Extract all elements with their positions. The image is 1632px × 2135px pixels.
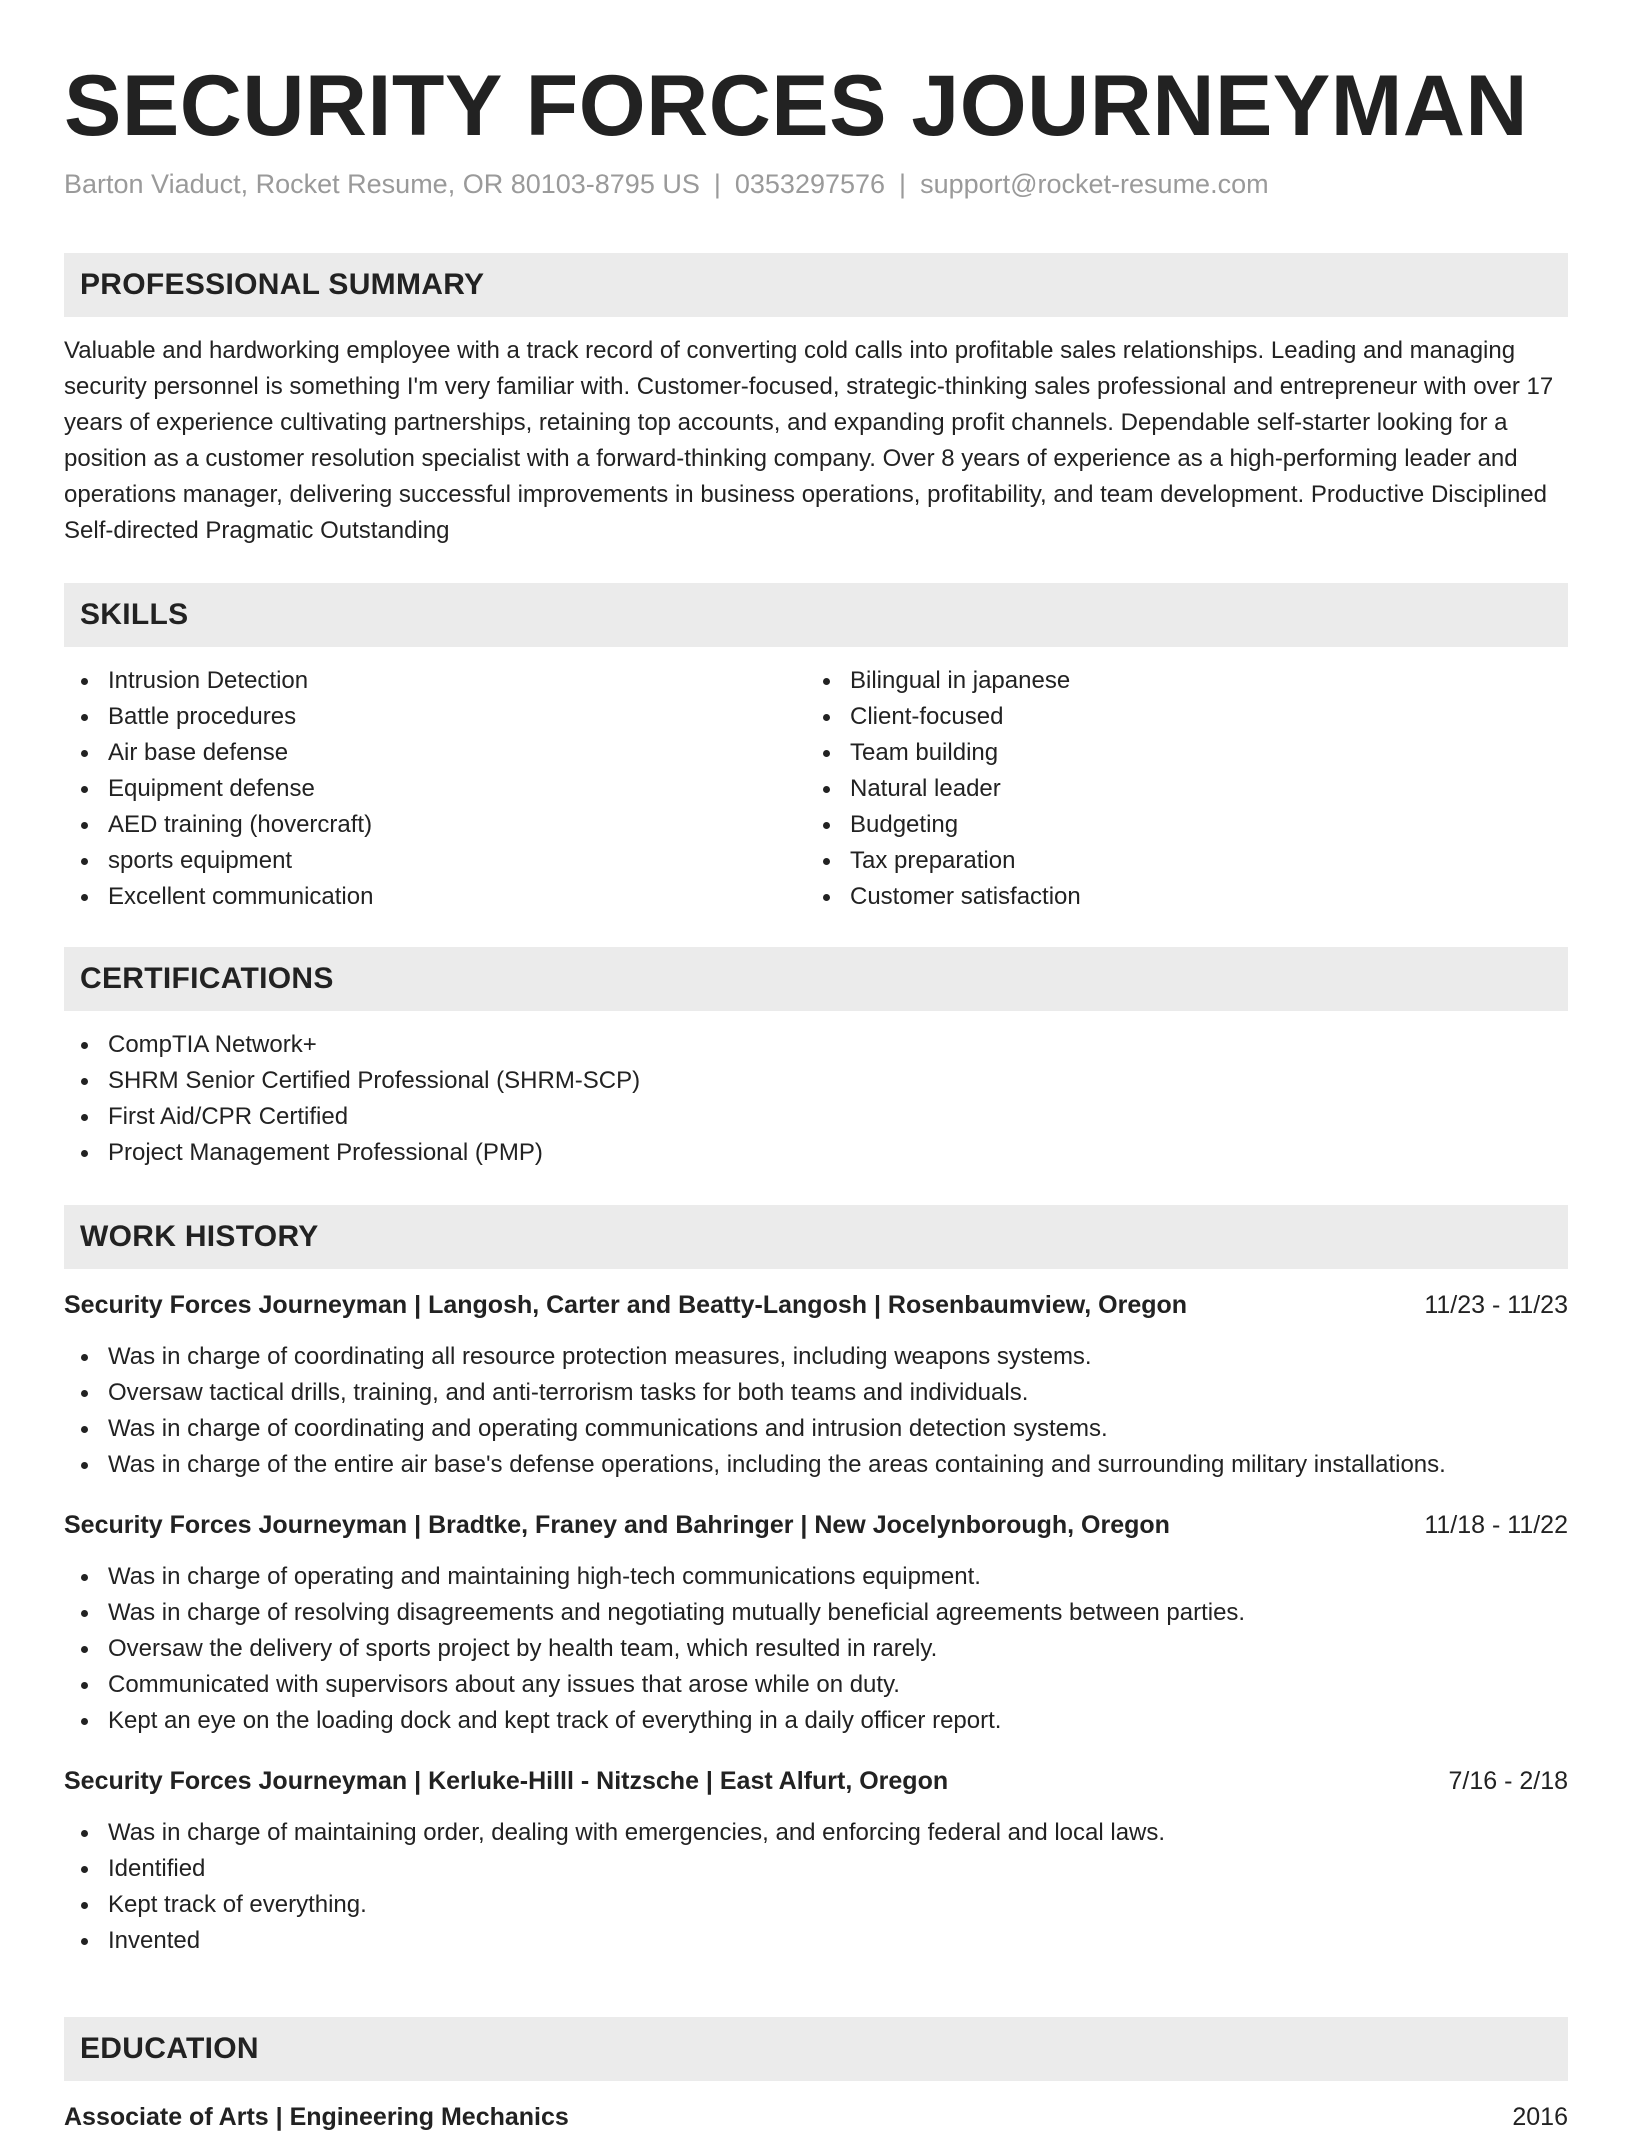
job-dates: 11/23 - 11/23 <box>1424 1291 1568 1319</box>
job-bullet: Oversaw the delivery of sports project by health team, which resulted in rarely. <box>64 1631 1568 1667</box>
summary-heading: PROFESSIONAL SUMMARY <box>64 253 1568 317</box>
job-bullets <box>64 1815 1568 1959</box>
job-header <box>64 1507 1568 1543</box>
certification-item: SHRM Senior Certified Professional (SHRM-SCP) <box>64 1063 1568 1099</box>
contact-separator: | <box>899 169 907 199</box>
candidate-name: SECURITY FORCES JOURNEYMAN <box>64 58 1529 154</box>
job-bullets <box>64 1559 1568 1739</box>
contact-separator: | <box>713 169 721 199</box>
job-entry <box>64 1507 1568 1739</box>
job-bullet: Kept track of everything. <box>64 1887 1568 1923</box>
skill-item: Bilingual in japanese <box>806 663 1548 699</box>
education-section <box>64 2017 1568 2135</box>
skill-item: Battle procedures <box>64 699 806 735</box>
skills-columns <box>64 663 1568 915</box>
skill-item: Tax preparation <box>806 843 1548 879</box>
skills-heading: SKILLS <box>64 583 1568 647</box>
skills-section <box>64 583 1568 915</box>
contact-address: Barton Viaduct, Rocket Resume, OR 80103-8795 US <box>64 169 700 199</box>
job-dates: 11/18 - 11/22 <box>1424 1511 1568 1539</box>
education-degree: Associate of Arts | Engineering Mechanics <box>64 2103 569 2131</box>
job-title: Security Forces Journeyman | Bradtke, Franey and Bahringer | New Jocelynborough, Oregon <box>64 1511 1170 1539</box>
education-year: 2016 <box>1512 2103 1568 2131</box>
job-bullets <box>64 1339 1568 1483</box>
skill-item: Client-focused <box>806 699 1548 735</box>
skill-item: Intrusion Detection <box>64 663 806 699</box>
skill-item: Air base defense <box>64 735 806 771</box>
job-header <box>64 1763 1568 1799</box>
contact-line <box>64 166 1269 202</box>
skill-item: AED training (hovercraft) <box>64 807 806 843</box>
job-bullet: Was in charge of maintaining order, dealing with emergencies, and enforcing federal and local laws. <box>64 1815 1568 1851</box>
skill-item: Budgeting <box>806 807 1548 843</box>
job-bullet: Was in charge of coordinating and operating communications and intrusion detection systems. <box>64 1411 1568 1447</box>
education-heading: EDUCATION <box>64 2017 1568 2081</box>
certifications-section <box>64 947 1568 1171</box>
work-history-heading: WORK HISTORY <box>64 1205 1568 1269</box>
skill-item: Equipment defense <box>64 771 806 807</box>
job-title: Security Forces Journeyman | Kerluke-Hilll - Nitzsche | East Alfurt, Oregon <box>64 1767 949 1795</box>
skills-list-left <box>64 663 806 915</box>
contact-phone: 0353297576 <box>734 169 886 199</box>
certifications-list <box>64 1027 1568 1171</box>
job-bullet: Kept an eye on the loading dock and kept track of everything in a daily officer report. <box>64 1703 1568 1739</box>
skill-item: Natural leader <box>806 771 1548 807</box>
skills-list-right <box>806 663 1548 915</box>
job-bullet: Was in charge of coordinating all resource protection measures, including weapons systems. <box>64 1339 1568 1375</box>
job-bullet: Oversaw tactical drills, training, and anti-terrorism tasks for both teams and individuals. <box>64 1375 1568 1411</box>
job-bullet: Was in charge of resolving disagreements and negotiating mutually beneficial agreements between parties. <box>64 1595 1568 1631</box>
certification-item: Project Management Professional (PMP) <box>64 1135 1568 1171</box>
skill-item: Team building <box>806 735 1548 771</box>
job-entry <box>64 1763 1568 1959</box>
skill-item: Excellent communication <box>64 879 806 915</box>
job-bullet: Identified <box>64 1851 1568 1887</box>
education-entry <box>64 2099 1568 2135</box>
certification-item: First Aid/CPR Certified <box>64 1099 1568 1135</box>
job-entry <box>64 1287 1568 1483</box>
job-bullet: Was in charge of the entire air base's defense operations, including the areas containing and surrounding military installations. <box>64 1447 1568 1483</box>
skill-item: Customer satisfaction <box>806 879 1548 915</box>
job-dates: 7/16 - 2/18 <box>1448 1767 1568 1795</box>
certification-item: CompTIA Network+ <box>64 1027 1568 1063</box>
job-header <box>64 1287 1568 1323</box>
job-bullet: Was in charge of operating and maintaining high-tech communications equipment. <box>64 1559 1568 1595</box>
job-bullet: Invented <box>64 1923 1568 1959</box>
summary-text: Valuable and hardworking employee with a track record of converting cold calls into profitable sales relationships. Leading and managing security personnel is something I'm very familiar with. Customer-focused, strategic-thinking sales professional and entrepreneur with over 17 years of experience cultivating partnerships, retaining top accounts, and expanding profit channels. Dependable self-starter looking for a position as a customer resolution specialist with a forward-thinking company. Over 8 years of experience as a high-performing leader and operations manager, delivering successful improvements in business operations, profitability, and team development. Productive Disciplined Self-directed Pragmatic Outstanding <box>64 337 1554 544</box>
contact-email[interactable]: support@rocket-resume.com <box>920 169 1269 199</box>
work-history-section <box>64 1205 1568 1959</box>
summary-section <box>64 253 1568 549</box>
certifications-heading: CERTIFICATIONS <box>64 947 1568 1011</box>
skill-item: sports equipment <box>64 843 806 879</box>
job-bullet: Communicated with supervisors about any issues that arose while on duty. <box>64 1667 1568 1703</box>
job-title: Security Forces Journeyman | Langosh, Carter and Beatty-Langosh | Rosenbaumview, Oregon <box>64 1291 1188 1319</box>
